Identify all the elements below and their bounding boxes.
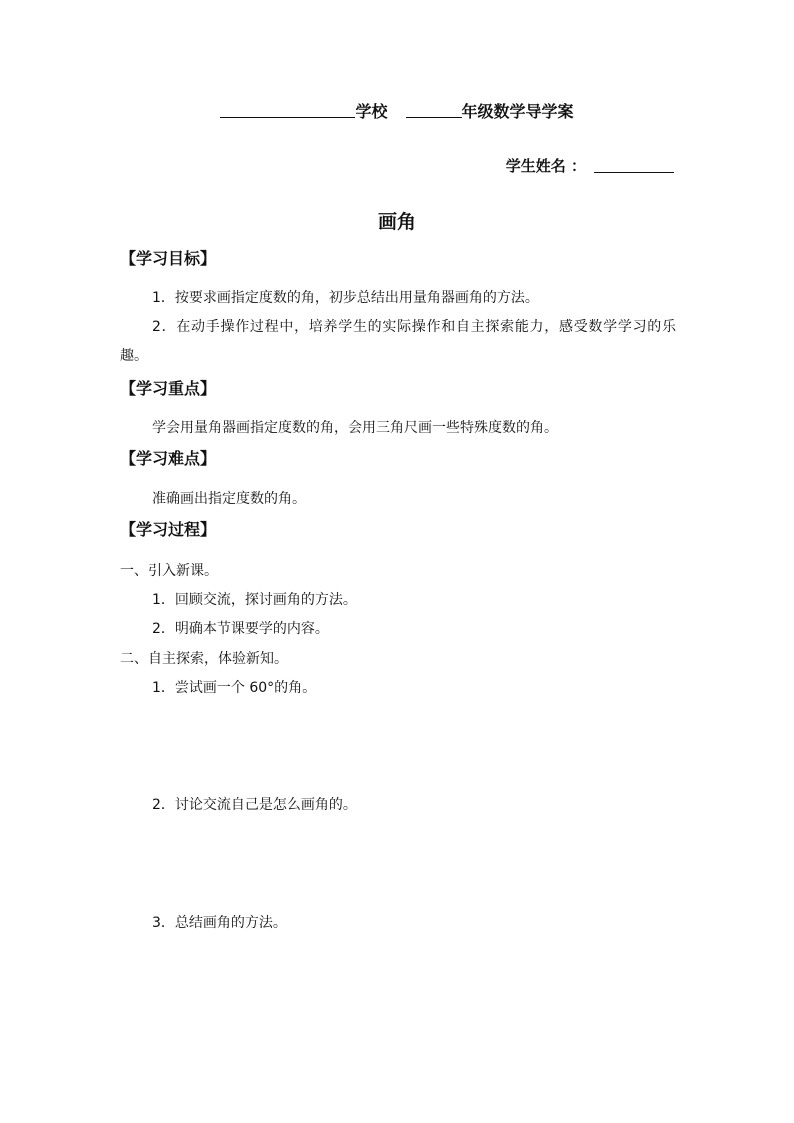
section-process-title: 【学习过程】 bbox=[120, 520, 217, 539]
grade-suffix: 年级数学导学案 bbox=[461, 102, 574, 121]
process-part1-item-1: 1．回顾交流，探讨画角的方法。 bbox=[152, 592, 357, 608]
process-part2-title: 二、自主探索，体验新知。 bbox=[120, 651, 288, 667]
key-points-text: 学会用量角器画指定度数的角，会用三角尺画一些特殊度数的角。 bbox=[152, 420, 558, 436]
student-name-line bbox=[506, 156, 674, 176]
process-part2-item-3: 3．总结画角的方法。 bbox=[152, 915, 287, 931]
section-key-points-title: 【学习重点】 bbox=[120, 379, 217, 398]
goal-item-1: 1．按要求画指定度数的角，初步总结出用量角器画角的方法。 bbox=[152, 290, 539, 306]
process-part2-item-1: 1．尝试画一个 60°的角。 bbox=[152, 680, 317, 696]
grade-blank[interactable] bbox=[406, 101, 462, 118]
process-part1-item-2: 2．明确本节课要学的内容。 bbox=[152, 621, 329, 637]
process-part2-item-2: 2．讨论交流自己是怎么画角的。 bbox=[152, 797, 357, 813]
goal-item-2: 2．在动手操作过程中，培养学生的实际操作和自主探索能力，感受数学学习的乐趣。 bbox=[120, 319, 676, 364]
school-blank[interactable] bbox=[220, 101, 355, 118]
header-title bbox=[0, 101, 794, 123]
section-goals-title: 【学习目标】 bbox=[120, 249, 217, 268]
student-name-blank[interactable] bbox=[594, 156, 674, 173]
lesson-title: 画角 bbox=[377, 211, 416, 233]
section-difficulties-title: 【学习难点】 bbox=[120, 449, 217, 468]
process-part1-title: 一、引入新课。 bbox=[120, 563, 218, 579]
school-suffix: 学校 bbox=[355, 102, 388, 121]
difficulties-text: 准确画出指定度数的角。 bbox=[152, 491, 306, 507]
student-name-label: 学生姓名 ： bbox=[505, 157, 586, 175]
